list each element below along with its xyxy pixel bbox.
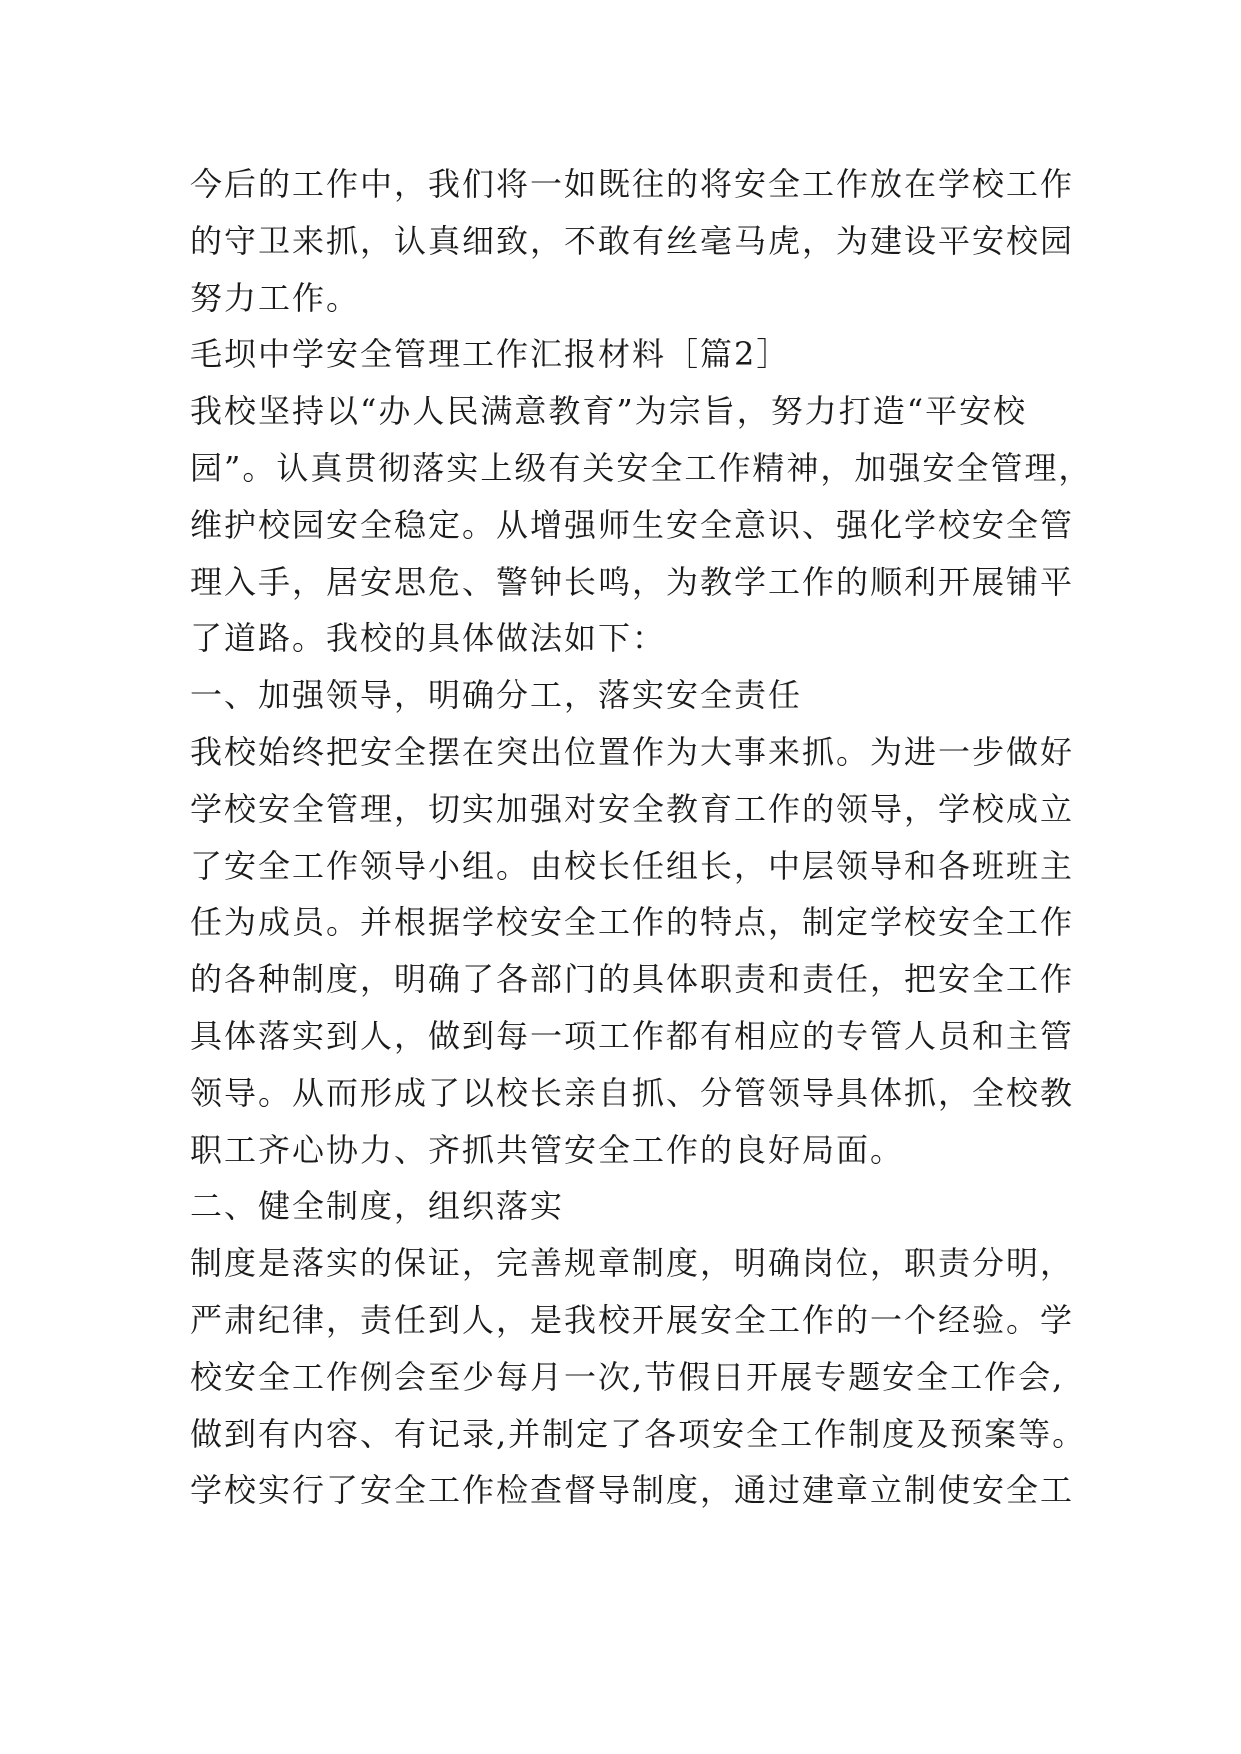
text-line: 领导。从而形成了以校长亲自抓、分管领导具体抓，全校教 [190,1073,1075,1112]
text-line: 做到有内容、有记录,并制定了各项安全工作制度及预案等。 [190,1414,1087,1453]
section-heading: 二、健全制度，组织落实 [190,1187,565,1226]
text-line: 努力工作。 [190,278,361,317]
text-line: 学校实行了安全工作检查督导制度，通过建章立制使安全工 [190,1471,1075,1510]
document-body [190,156,1093,1519]
text-line: 校安全工作例会至少每月一次,节假日开展专题安全工作会, [190,1357,1065,1396]
text-line: 维护校园安全稳定。从增强师生安全意识、强化学校安全管 [190,505,1075,544]
section-title: 毛坝中学安全管理工作汇报材料［篇2］ [190,335,791,374]
text-line: 我校坚持以“办人民满意教育”为宗旨，努力打造“平安校 [190,392,1028,431]
text-line: 了道路。我校的具体做法如下： [190,619,667,658]
text-line: 我校始终把安全摆在突出位置作为大事来抓。为进一步做好 [190,732,1075,771]
text-line: 制度是落实的保证，完善规章制度，明确岗位，职责分明， [190,1244,1075,1283]
text-line: 任为成员。并根据学校安全工作的特点，制定学校安全工作 [190,903,1075,942]
text-line: 园”。认真贯彻落实上级有关安全工作精神，加强安全管理， [190,448,1093,487]
text-line: 了安全工作领导小组。由校长任组长，中层领导和各班班主 [190,846,1075,885]
text-line: 理入手，居安思危、警钟长鸣，为教学工作的顺利开展铺平 [190,562,1075,601]
text-line: 学校安全管理，切实加强对安全教育工作的领导，学校成立 [190,789,1075,828]
section-heading: 一、加强领导，明确分工，落实安全责任 [190,676,803,715]
text-line: 具体落实到人，做到每一项工作都有相应的专管人员和主管 [190,1016,1075,1055]
text-line: 的各种制度，明确了各部门的具体职责和责任，把安全工作 [190,960,1075,999]
text-line: 今后的工作中，我们将一如既往的将安全工作放在学校工作 [190,165,1075,203]
text-line: 的守卫来抓，认真细致，不敢有丝毫马虎，为建设平安校园 [190,221,1075,260]
text-line: 严肃纪律，责任到人，是我校开展安全工作的一个经验。学 [190,1300,1075,1339]
text-line: 职工齐心协力、齐抓共管安全工作的良好局面。 [190,1130,905,1169]
